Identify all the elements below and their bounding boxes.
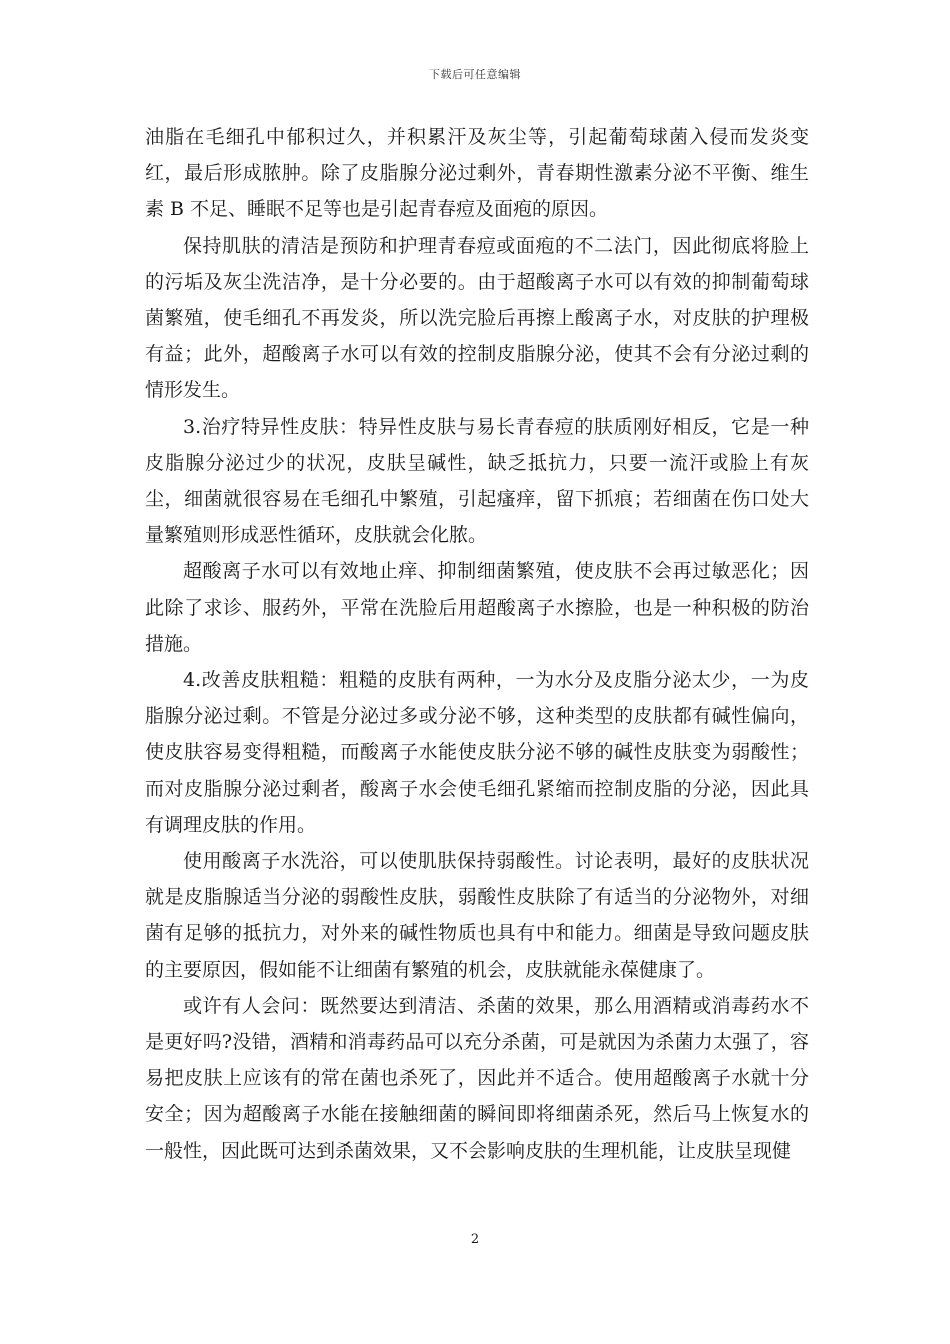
page-number: 2 bbox=[470, 1232, 480, 1247]
paragraph-3: 3.治疗特异性皮肤：特异性皮肤与易长青春痘的肤质刚好相反，它是一种皮脂腺分泌过少的状况，皮肤呈碱性，缺乏抵抗力，只要一流汗或脸上有灰尘，细菌就很容易在毛细孔中繁殖，引起瘙痒，留下抓痕；若细菌在伤口处大量繁殖则形成恶性循环，皮肤就会化脓。 bbox=[145, 415, 809, 547]
paragraph-2: 保持肌肤的清洁是预防和护理青春痘或面疱的不二法门，因此彻底将脸上的污垢及灰尘洗洁净，是十分必要的。由于超酸离子水可以有效的抑制葡萄球菌繁殖，使毛细孔不再发炎，所以洗完脸后再擦上酸离子水，对皮肤的护理极有益；此外，超酸离子水可以有效的控制皮脂腺分泌，使其不会有分泌过剩的情形发生。 bbox=[145, 234, 809, 402]
document-body bbox=[145, 119, 809, 1169]
paragraph-7: 或许有人会问：既然要达到清洁、杀菌的效果，那么用酒精或消毒药水不是更好吗?没错，酒精和消毒药品可以充分杀菌，可是就因为杀菌力太强了，容易把皮肤上应该有的常在菌也杀死了，因此并不适合。使用超酸离子水就十分安全；因为超酸离子水能在接触细菌的瞬间即将细菌杀死，然后马上恢复水的一般性，因此既可达到杀菌效果，又不会影响皮肤的生理机能，让皮肤呈现健 bbox=[145, 994, 809, 1162]
paragraph-1: 油脂在毛细孔中郁积过久，并积累汗及灰尘等，引起葡萄球菌入侵而发炎变红，最后形成脓肿。除了皮脂腺分泌过剩外，青春期性激素分泌不平衡、维生素 B 不足、睡眠不足等也是引起青春痘及面疱的原因。 bbox=[145, 126, 809, 221]
page-header: 下载后可任意编辑 bbox=[429, 68, 521, 81]
paragraph-4: 超酸离子水可以有效地止痒、抑制细菌繁殖，使皮肤不会再过敏恶化；因此除了求诊、服药外，平常在洗脸后用超酸离子水擦脸，也是一种积极的防治措施。 bbox=[145, 560, 809, 655]
paragraph-5: 4.改善皮肤粗糙：粗糙的皮肤有两种，一为水分及皮脂分泌太少，一为皮脂腺分泌过剩。不管是分泌过多或分泌不够，这种类型的皮肤都有碱性偏向，使皮肤容易变得粗糙，而酸离子水能使皮肤分泌不够的碱性皮肤变为弱酸性；而对皮脂腺分泌过剩者，酸离子水会使毛细孔紧缩而控制皮脂的分泌，因此具有调理皮肤的作用。 bbox=[145, 669, 809, 836]
paragraph-6: 使用酸离子水洗浴，可以使肌肤保持弱酸性。讨论表明，最好的皮肤状况就是皮脂腺适当分泌的弱酸性皮肤，弱酸性皮肤除了有适当的分泌物外，对细菌有足够的抵抗力，对外来的碱性物质也具有中和能力。细菌是导致问题皮肤的主要原因，假如能不让细菌有繁殖的机会，皮肤就能永葆健康了。 bbox=[145, 850, 809, 981]
